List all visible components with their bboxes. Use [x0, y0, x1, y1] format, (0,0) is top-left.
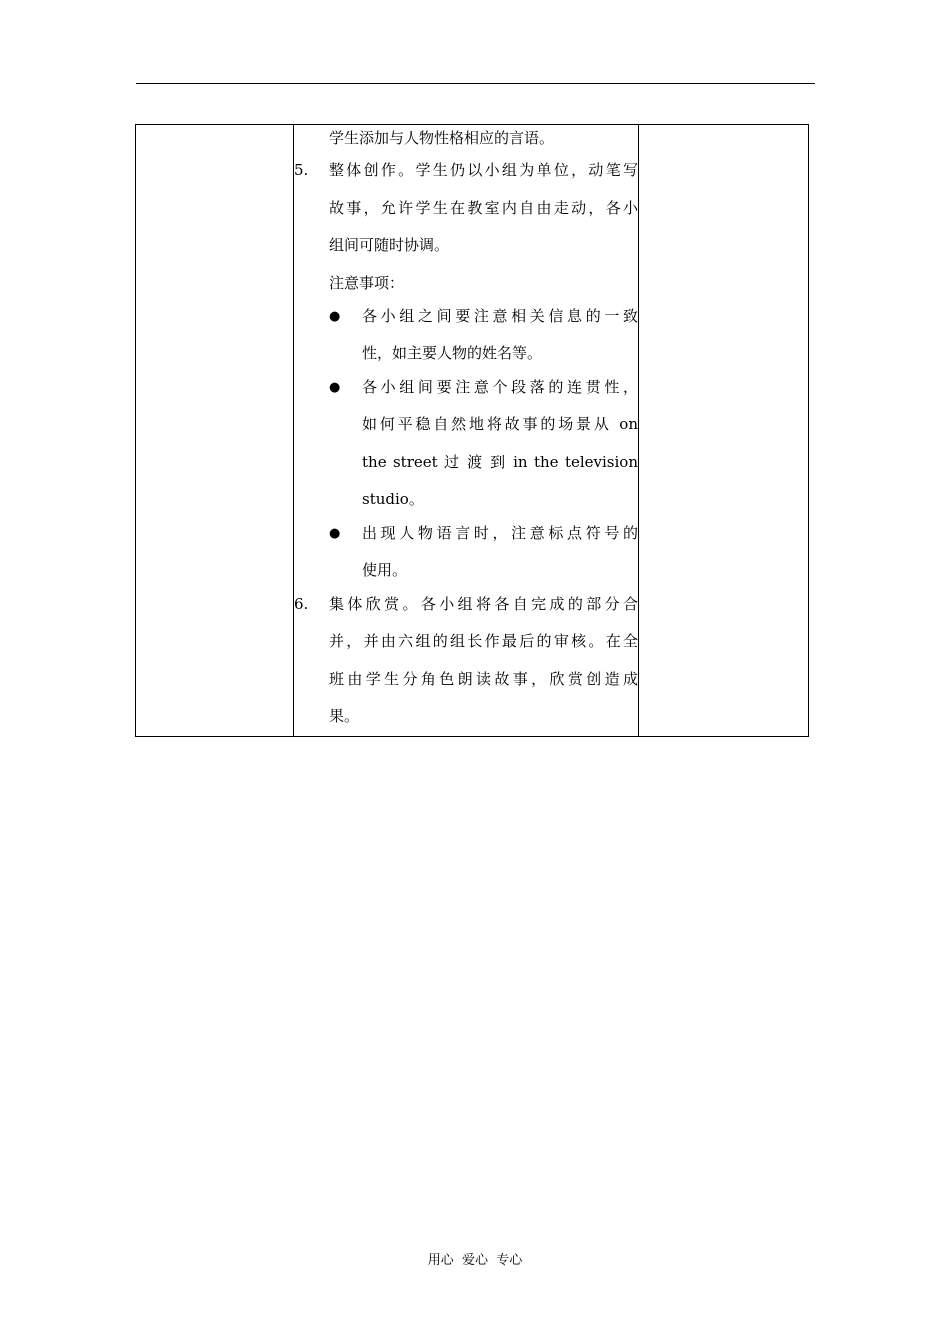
right-column-cell — [639, 125, 809, 737]
step-5-number: 5. — [294, 161, 309, 179]
step-6 — [294, 586, 638, 736]
carry-over-line: 学生添加与人物性格相应的言语。 — [329, 129, 555, 147]
note-bullet-2 — [294, 369, 638, 519]
lesson-table — [135, 124, 809, 737]
note-bullet-2-line-1: ● 各小组间要注意个段落的连贯性， — [294, 369, 638, 407]
bullet-dot-icon: ● — [329, 379, 341, 395]
note-bullet-2-line-4: studio。 — [362, 490, 424, 508]
note-bullet-1-line-1: ● 各小组之间要注意相关信息的一致 — [294, 298, 638, 336]
note-bullet-3-line-1: ● 出现人物语言时，注意标点符号的 — [294, 515, 638, 553]
step-5-line-2: 故事，允许学生在教室内自由走动，各小 — [329, 198, 638, 217]
notes-heading: 注意事项： — [329, 273, 405, 292]
step-5-line-3: 组间可随时协调。 — [329, 236, 450, 254]
note-bullet-2-line-2: 如何平稳自然地将故事的场景从 on — [362, 415, 638, 433]
note-bullet-3-line-2: 使用。 — [362, 561, 408, 579]
note-bullet-1 — [294, 298, 638, 373]
note-bullet-1-line-2: 性，如主要人物的姓名等。 — [362, 344, 543, 362]
step-6-number: 6. — [294, 594, 309, 613]
bullet-dot-icon: ● — [329, 525, 341, 541]
step-6-line-3: 班由学生分角色朗读故事，欣赏创造成 — [329, 669, 638, 688]
step-5-line-1: 5. 整体创作。学生仍以小组为单位，动笔写 — [294, 152, 638, 190]
step-6-line-1: 6. 集体欣赏。各小组将各自完成的部分合 — [294, 586, 638, 624]
bullet-dot-icon: ● — [329, 308, 341, 324]
table-row — [136, 125, 809, 737]
step-5 — [294, 152, 638, 265]
step-6-line-2: 并，并由六组的组长作最后的审核。在全 — [329, 632, 638, 650]
header-rule — [136, 83, 815, 84]
note-bullet-2-line-3: the street 过 渡 到 in the television — [362, 452, 638, 471]
note-bullet-3 — [294, 515, 638, 590]
step-6-line-4: 果。 — [329, 707, 360, 725]
page-footer: 用心 爱心 专心 — [427, 1253, 523, 1268]
procedure-cell — [294, 125, 639, 737]
left-column-cell — [136, 125, 294, 737]
